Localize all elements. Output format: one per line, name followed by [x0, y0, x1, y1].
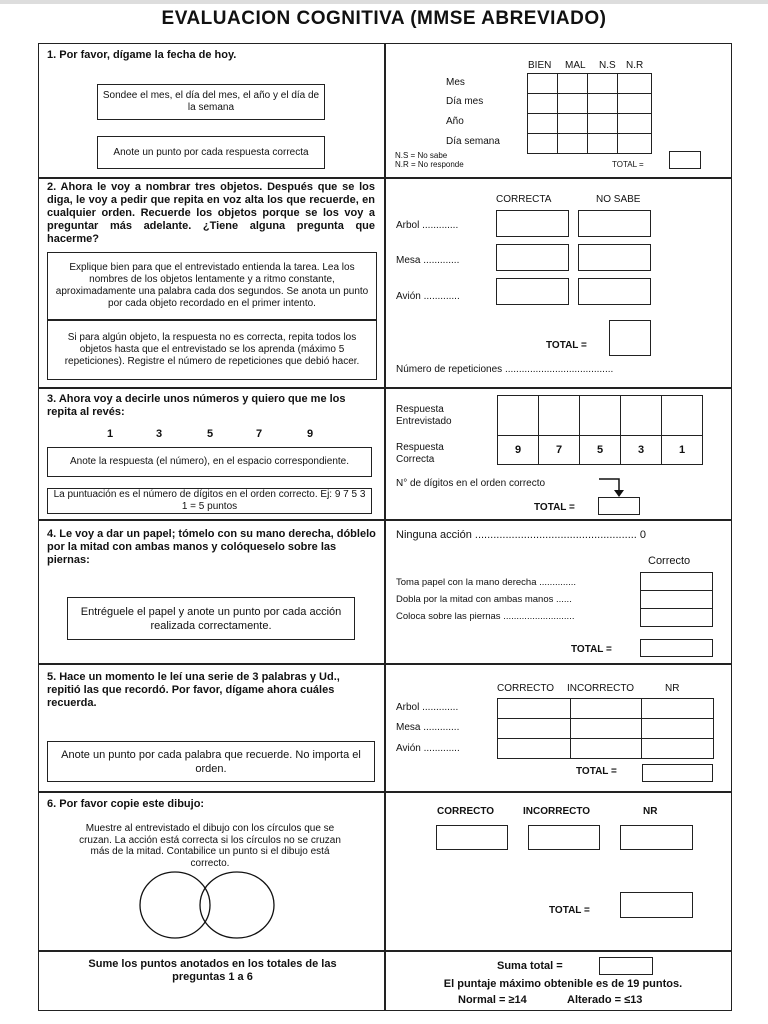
q5-cell[interactable]	[642, 699, 714, 719]
q2-col-correcta: CORRECTA	[496, 194, 552, 205]
q2-col-nosabe: NO SABE	[596, 194, 641, 205]
row-divider-5	[38, 791, 732, 793]
q2-total-box[interactable]	[609, 320, 651, 356]
q1-cell[interactable]	[588, 94, 618, 114]
q1-cell[interactable]	[618, 74, 652, 94]
q1-col-mal: MAL	[565, 60, 586, 71]
q2-total-label: TOTAL =	[546, 340, 587, 351]
arrow-down-icon	[597, 475, 627, 499]
q3-number: 3	[155, 428, 163, 440]
summary-alterado: Alterado = ≤13	[567, 994, 643, 1006]
page-title: EVALUACION COGNITIVA (MMSE ABREVIADO)	[161, 8, 607, 29]
q5-cell[interactable]	[642, 719, 714, 739]
q1-question: 1. Por favor, dígame la fecha de hoy.	[47, 49, 237, 61]
q3-answer-cell[interactable]	[580, 396, 621, 436]
q5-cell[interactable]	[571, 739, 642, 759]
q1-cell[interactable]	[618, 114, 652, 134]
q3-correct-digit: 1	[662, 436, 703, 465]
q1-cell[interactable]	[528, 134, 558, 154]
q5-cell[interactable]	[498, 739, 571, 759]
q5-note: Anote un punto por cada palabra que recuerde. No importa el orden.	[47, 741, 375, 782]
q6-incorrecto-box[interactable]	[528, 825, 600, 850]
q2-question: 2. Ahora le voy a nombrar tres objetos. Después que se los diga, le voy a pedir que repita en voz alta los que recuerde, en cualquier orden. Recuerde los objetos porque se los voy a preguntar más adelante. ¿Tiene alguna pregunta que hacerme?	[47, 181, 375, 245]
summary-total-label: Suma total =	[497, 960, 563, 972]
row-divider-2	[38, 387, 732, 389]
q3-answer-cell[interactable]	[539, 396, 580, 436]
q4-row-toma: Toma papel con la mano derecha ..............	[396, 577, 577, 588]
q1-row-ano: Año	[446, 116, 464, 127]
q5-row-avion: Avión .............	[396, 743, 460, 754]
q6-col-incorrecto: INCORRECTO	[523, 806, 591, 817]
q3-question: 3. Ahora voy a decirle unos números y quiero que me los repita al revés:	[47, 393, 346, 418]
q1-col-nr: N.R	[626, 60, 644, 71]
summary-normal: Normal = ≥14	[458, 994, 527, 1006]
q1-cell[interactable]	[588, 74, 618, 94]
q2-row-avion: Avión .............	[396, 291, 460, 302]
q4-note: Entréguele el papel y anote un punto por cada acción realizada correctamente.	[67, 597, 355, 640]
row-divider-3	[38, 519, 732, 521]
q5-total-label: TOTAL =	[576, 766, 617, 777]
q1-cell[interactable]	[618, 134, 652, 154]
q1-cell[interactable]	[558, 114, 588, 134]
q5-cell[interactable]	[571, 699, 642, 719]
q3-resp-correcta: Respuesta Correcta	[396, 442, 444, 465]
q5-answer-grid	[497, 698, 714, 759]
q1-cell[interactable]	[558, 134, 588, 154]
intersecting-circles-drawing	[135, 868, 285, 944]
q2-repetitions[interactable]: Número de repeticiones .......................................	[396, 364, 614, 375]
column-divider	[384, 43, 386, 1011]
row-divider-4	[38, 663, 732, 665]
q1-row-dia-mes: Día mes	[446, 96, 484, 107]
q1-total-label: TOTAL =	[612, 160, 644, 169]
top-edge	[0, 0, 768, 4]
q2-mesa-nosabe[interactable]	[578, 244, 651, 271]
q3-number: 7	[255, 428, 263, 440]
q6-note: Muestre al entrevistado el dibujo con los círculos que se cruzan. La acción está correcta si los círculos no se cruzan más de la mitad. Contabilice un punto si el dibujo está correcto.	[79, 823, 341, 869]
summary-max-score: El puntaje máximo obtenible es de 19 puntos.	[443, 978, 683, 990]
q4-row-dobla: Dobla por la mitad con ambas manos ......	[396, 594, 572, 605]
q5-col-incorrecto: INCORRECTO	[567, 683, 635, 694]
q3-number: 5	[206, 428, 214, 440]
q1-cell[interactable]	[558, 94, 588, 114]
q1-row-dia-semana: Día semana	[446, 136, 500, 147]
row-divider-1	[38, 177, 732, 179]
q5-cell[interactable]	[498, 699, 571, 719]
q4-row-coloca: Coloca sobre las piernas ...........................	[396, 611, 575, 622]
q5-col-correcto: CORRECTO	[497, 683, 555, 694]
q1-cell[interactable]	[588, 134, 618, 154]
q4-total-box[interactable]	[640, 639, 713, 657]
q1-cell[interactable]	[618, 94, 652, 114]
q5-total-box[interactable]	[642, 764, 713, 782]
q1-col-ns: N.S	[599, 60, 616, 71]
q4-ninguna: Ninguna acción ..................................................... 0	[396, 529, 647, 541]
q3-digits-label: N° de dígitos en el orden correcto	[396, 478, 546, 489]
q5-cell[interactable]	[498, 719, 571, 739]
q6-col-correcto: CORRECTO	[437, 806, 495, 817]
q1-cell[interactable]	[588, 114, 618, 134]
q3-answer-cell[interactable]	[498, 396, 539, 436]
q3-total-label: TOTAL =	[534, 502, 575, 513]
q4-correcto-column	[640, 572, 713, 627]
q6-question: 6. Por favor copie este dibujo:	[47, 798, 205, 810]
q5-cell[interactable]	[642, 739, 714, 759]
q2-avion-nosabe[interactable]	[578, 278, 651, 305]
q2-arbol-nosabe[interactable]	[578, 210, 651, 237]
q3-answer-cell[interactable]	[621, 396, 662, 436]
q4-question: 4. Le voy a dar un papel; tómelo con su mano derecha, dóblelo por la mitad con ambas manos y colóqueselo sobre las piernas:	[47, 528, 376, 566]
q1-cell[interactable]	[528, 74, 558, 94]
q1-cell[interactable]	[528, 114, 558, 134]
q1-legend-ns: N.S = No sabe	[395, 151, 448, 160]
q4-cell[interactable]	[641, 573, 713, 591]
q3-correct-digit: 7	[539, 436, 580, 465]
q6-col-nr: NR	[643, 806, 658, 817]
q4-cell[interactable]	[641, 591, 713, 609]
q3-number: 9	[306, 428, 314, 440]
q1-total-box[interactable]	[669, 151, 701, 169]
q4-col-correcto: Correcto	[648, 555, 691, 567]
q1-row-mes: Mes	[446, 77, 465, 88]
q4-total-label: TOTAL =	[571, 644, 612, 655]
summary-total-box[interactable]	[599, 957, 653, 975]
q2-mesa-correcta[interactable]	[496, 244, 569, 271]
q1-cell[interactable]	[558, 74, 588, 94]
q3-correct-digit: 3	[621, 436, 662, 465]
q5-cell[interactable]	[571, 719, 642, 739]
q1-note-2: Anote un punto por cada respuesta correcta	[97, 136, 325, 169]
q2-row-arbol: Arbol .............	[396, 220, 459, 231]
q1-cell[interactable]	[528, 94, 558, 114]
q2-note-1: Explique bien para que el entrevistado entienda la tarea. Lea los nombres de los objetos lentamente y a ritmo constante, aproximadamente una palabra cada dos segundos. Se anota un punto por cada objeto recordado en el primer intento.	[47, 252, 377, 320]
q5-col-nr: NR	[665, 683, 680, 694]
q6-total-box[interactable]	[620, 892, 693, 918]
q3-total-box[interactable]	[598, 497, 640, 515]
q1-note-1: Sondee el mes, el día del mes, el año y el día de la semana	[97, 84, 325, 120]
q6-correcto-box[interactable]	[436, 825, 508, 850]
q3-answer-cell[interactable]	[662, 396, 703, 436]
q1-legend-nr: N.R = No responde	[395, 160, 464, 169]
q1-col-bien: BIEN	[528, 60, 552, 71]
q6-nr-box[interactable]	[620, 825, 693, 850]
q5-row-mesa: Mesa .............	[396, 722, 460, 733]
q2-avion-correcta[interactable]	[496, 278, 569, 305]
q3-note-1: Anote la respuesta (el número), en el espacio correspondiente.	[47, 447, 372, 477]
q3-resp-entrevistado: Respuesta Entrevistado	[396, 404, 452, 427]
q3-correct-digit: 9	[498, 436, 539, 465]
q2-row-mesa: Mesa .............	[396, 255, 460, 266]
q1-answer-grid	[527, 73, 652, 154]
q2-arbol-correcta[interactable]	[496, 210, 569, 237]
summary-instruction: Sume los puntos anotados en los totales de las preguntas 1 a 6	[88, 958, 337, 983]
q5-question: 5. Hace un momento le leí una serie de 3 palabras y Ud., repitió las que recordó. Por favor, dígame ahora cuáles recuerda.	[47, 671, 340, 709]
row-divider-6	[38, 950, 732, 952]
q2-note-2: Si para algún objeto, la respuesta no es correcta, repita todos los objetos hasta que el entrevistado se los aprenda (máximo 5 repeticiones). Registre el número de repeticiones que debió hacer.	[47, 320, 377, 380]
q3-note-2: La puntuación es el número de dígitos en el orden correcto. Ej: 9 7 5 3 1 = 5 puntos	[47, 488, 372, 514]
q4-cell[interactable]	[641, 609, 713, 627]
q6-total-label: TOTAL =	[549, 905, 590, 916]
q3-number: 1	[106, 428, 114, 440]
q3-correct-digit: 5	[580, 436, 621, 465]
q5-row-arbol: Arbol .............	[396, 702, 459, 713]
q3-digits-grid	[497, 395, 703, 465]
